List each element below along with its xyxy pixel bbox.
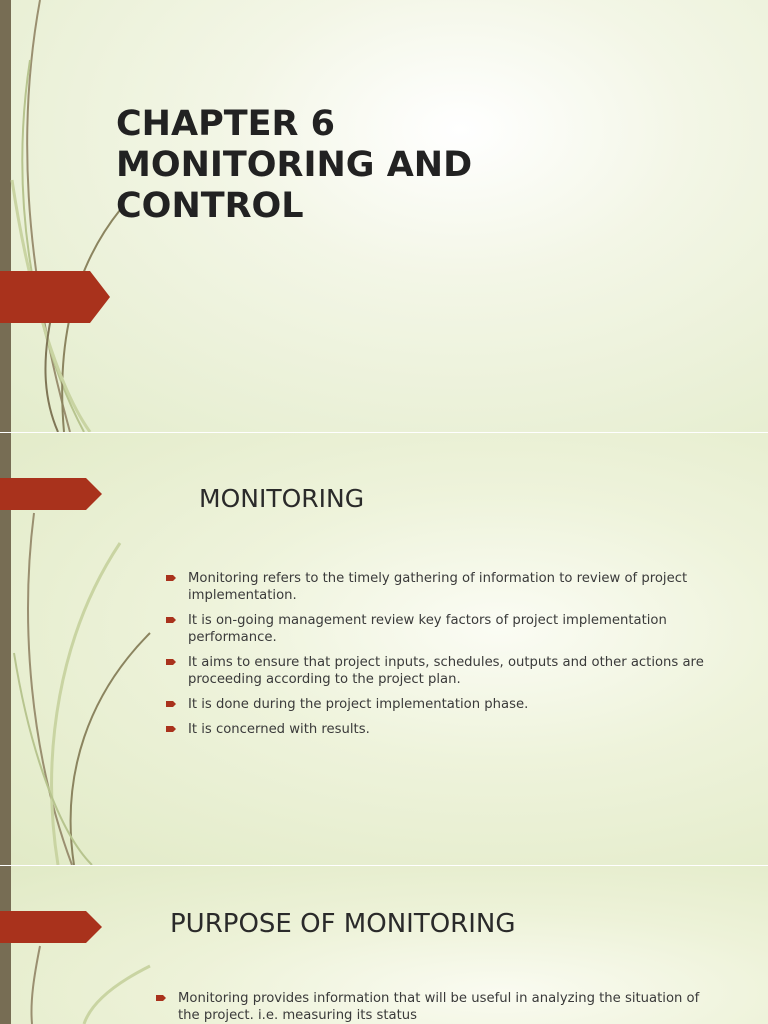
- monitoring-slide: [0, 433, 768, 865]
- arrow-bullet-icon: [156, 995, 166, 1001]
- bullet-list: [156, 990, 716, 1024]
- list-item: [166, 570, 716, 604]
- arrow-bullet-icon: [166, 701, 176, 707]
- page-title: [116, 104, 636, 227]
- bullet-text: It is concerned with results.: [188, 722, 370, 737]
- bullet-list: [166, 570, 716, 746]
- decorative-curves-icon: [0, 866, 160, 1024]
- arrow-bullet-icon: [166, 726, 176, 732]
- arrow-bullet-icon: [166, 659, 176, 665]
- list-item: [166, 612, 716, 646]
- title-line-1: CHAPTER 6: [116, 104, 335, 144]
- bullet-text: It aims to ensure that project inputs, schedules, outputs and other actions are proceeding according to the project plan.: [188, 655, 704, 687]
- section-heading: PURPOSE OF MONITORING: [170, 909, 516, 939]
- list-item: [166, 696, 716, 713]
- title-slide: [0, 0, 768, 432]
- arrow-bullet-icon: [166, 617, 176, 623]
- bullet-text: It is on-going management review key factors of project implementation performance.: [188, 613, 667, 645]
- list-item: [156, 990, 716, 1024]
- purpose-slide: [0, 866, 768, 1024]
- section-heading: MONITORING: [199, 484, 365, 513]
- list-item: [166, 654, 716, 688]
- arrow-bullet-icon: [166, 575, 176, 581]
- pentagon-tag-icon: [0, 911, 102, 943]
- pentagon-tag-icon: [0, 271, 110, 323]
- bullet-text: Monitoring provides information that will be useful in analyzing the situation of the project. i.e. measuring its status: [178, 991, 700, 1023]
- title-line-2: MONITORING AND: [116, 145, 473, 185]
- bullet-text: Monitoring refers to the timely gathering of information to review of project implementation.: [188, 571, 688, 603]
- bullet-text: It is done during the project implementation phase.: [188, 697, 529, 712]
- pentagon-tag-icon: [0, 478, 102, 510]
- list-item: [166, 721, 716, 738]
- title-line-3: CONTROL: [116, 186, 304, 226]
